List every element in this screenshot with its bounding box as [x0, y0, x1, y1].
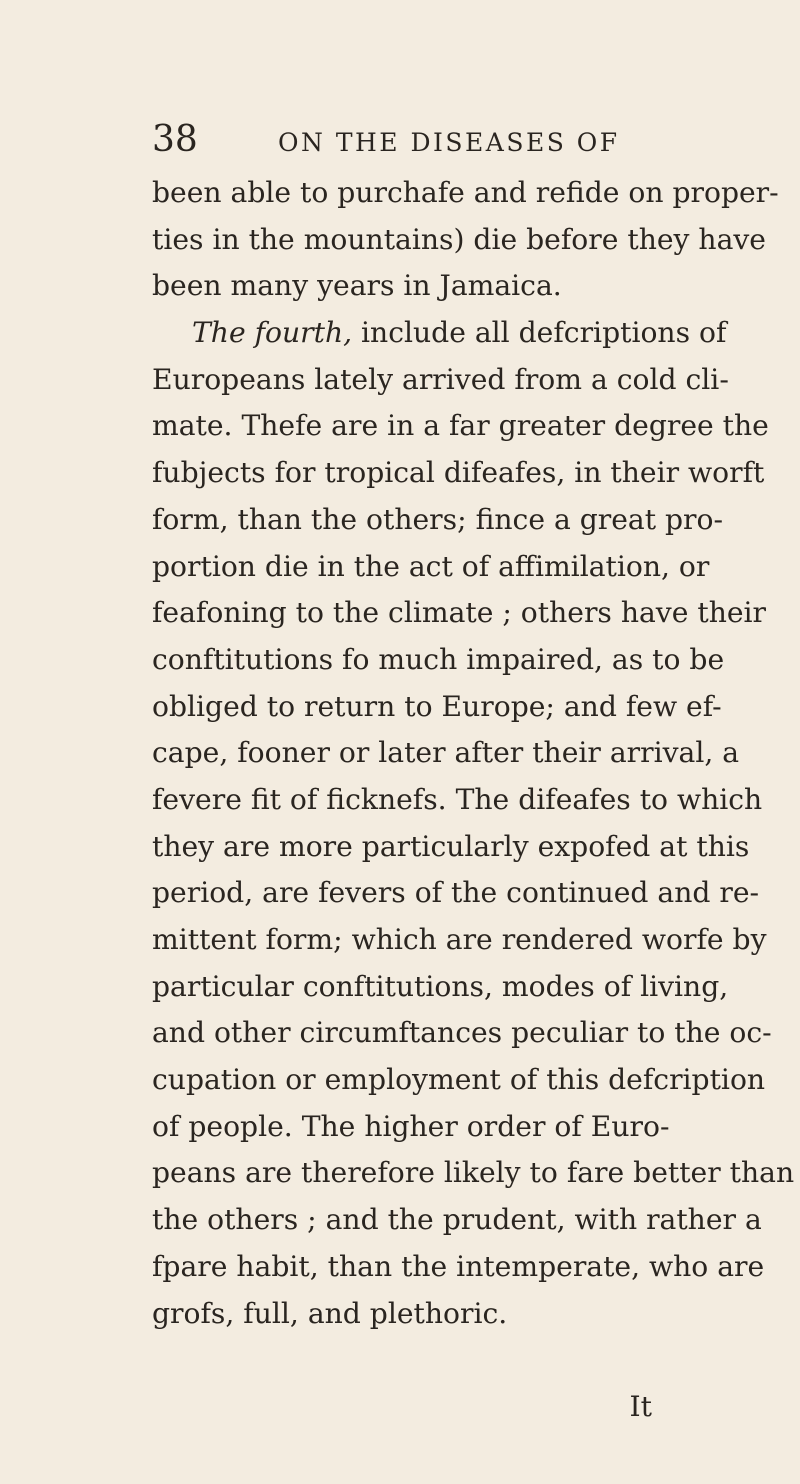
page-number: 38 — [152, 119, 198, 160]
text-line: ties in the mountains) die before they have — [152, 222, 766, 256]
text-line: grofs, full, and plethoric. — [152, 1296, 508, 1330]
paragraph-lead-rest: include all defcriptions of — [352, 316, 727, 350]
text-line: feafoning to the climate ; others have their — [152, 596, 767, 630]
catchword: It — [629, 1389, 652, 1423]
text-line: they are more particularly expofed at this — [152, 829, 750, 863]
text-line: and other circumftances peculiar to the oc- — [152, 1016, 772, 1050]
text-line: fevere fit of ficknefs. The difeafes to which — [152, 782, 763, 816]
paragraph-lead-italic: The fourth, — [192, 316, 353, 350]
text-line: cape, fooner or later after their arrival, a — [152, 736, 740, 770]
text-line: peans are therefore likely to fare better than — [152, 1156, 795, 1190]
text-line: mate. Thefe are in a far greater degree the — [152, 409, 769, 443]
text-line: fpare habit, than the intemperate, who are — [152, 1249, 765, 1283]
text-line: fubjects for tropical difeafes, in their worft — [152, 456, 765, 490]
body-text — [152, 170, 795, 1431]
text-line: been many years in Jamaica. — [152, 269, 562, 303]
running-head: ON THE DISEASES OF — [278, 128, 620, 157]
text-line: been able to purchafe and refide on proper- — [152, 176, 779, 209]
text-line: form, than the others; fince a great pro- — [152, 502, 724, 536]
text-line: period, are fevers of the continued and re- — [152, 876, 760, 910]
text-line: Europeans lately arrived from a cold cli- — [152, 362, 729, 396]
text-line: portion die in the act of affimilation, or — [152, 549, 710, 583]
paragraph-start-line — [152, 310, 727, 357]
text-line: of people. The higher order of Euro- — [152, 1109, 670, 1143]
text-line: mittent form; which are rendered worfe by — [152, 923, 767, 956]
text-line: cupation or employment of this defcription — [152, 1063, 766, 1097]
text-line: particular conftitutions, modes of living, — [152, 969, 729, 1003]
text-line: conftitutions fo much impaired, as to be — [152, 642, 725, 676]
text-line: the others ; and the prudent, with rather a — [152, 1203, 762, 1237]
text-line: obliged to return to Europe; and few ef- — [152, 689, 722, 723]
